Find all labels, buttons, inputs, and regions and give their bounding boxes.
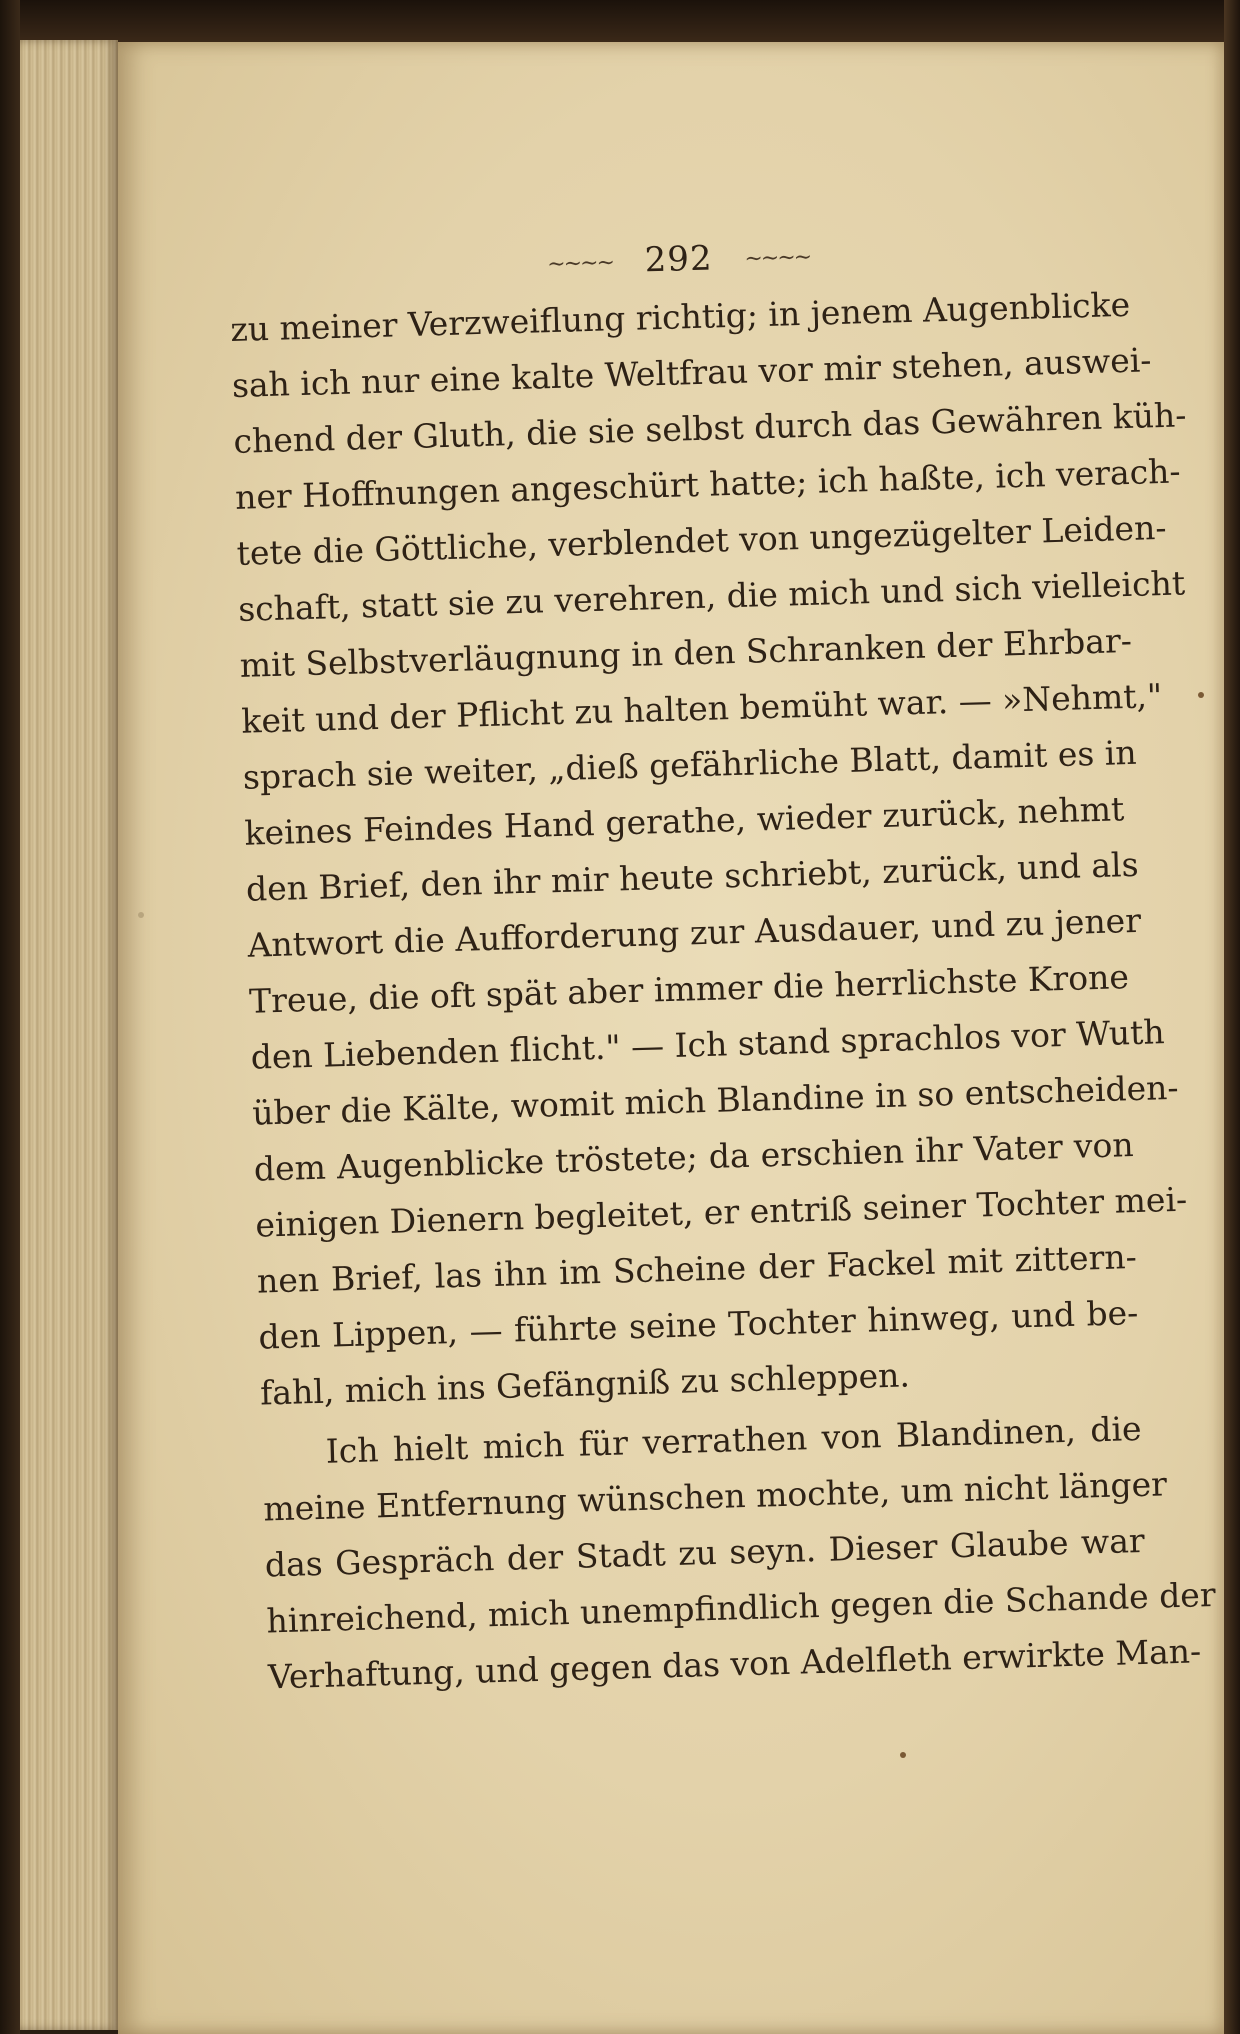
text-line: sprach sie weiter, „dieß gefährliche Blatt, damit es in	[242, 732, 1138, 797]
text-line: den Brief, den ihr mir heute schriebt, zurück, und als	[245, 844, 1140, 909]
paper-speck	[138, 912, 144, 918]
text-line: hinreichend, mich unempfindlich gegen die Schande der	[265, 1574, 1217, 1641]
header-ornament-left: ~~~~	[546, 250, 614, 278]
text-line: chend der Gluth, die sie selbst durch das Gewähren küh-	[233, 395, 1187, 461]
text-line: Treue, die oft spät aber immer die herrlichste Krone	[248, 957, 1130, 1021]
text-line: keines Feindes Hand gerathe, wieder zurück, nehmt	[243, 789, 1125, 853]
text-line: schaft, statt sie zu verehren, die mich und sich vielleicht	[237, 563, 1186, 629]
text-line: Verhaftung, und gegen das von Adelfleth erwirkte Man-	[267, 1631, 1202, 1697]
book-top-shadow	[0, 0, 1240, 42]
text-line: meine Entfernung wünschen mochte, um nicht länger	[262, 1464, 1168, 1529]
text-line: einigen Dienern begleitet, er entriß seiner Tochter mei-	[254, 1179, 1188, 1245]
paper-speck	[1198, 692, 1204, 698]
text-line: Ich hielt mich für verrathen von Blandinen, die	[325, 1408, 1143, 1471]
header-ornament-right: ~~~~	[744, 244, 811, 272]
book-page	[118, 42, 1224, 2034]
text-line: mit Selbstverläugnung in den Schranken der Ehrbar-	[239, 620, 1133, 685]
page-number: 292	[644, 238, 714, 281]
text-line: tete die Göttliche, verblendet von ungezügelter Leiden-	[236, 507, 1167, 573]
text-line: das Gespräch der Stadt zu seyn. Dieser Glaube war	[264, 1520, 1146, 1585]
text-line: sah ich nur eine kalte Weltfrau vor mir stehen, auswei-	[231, 340, 1152, 405]
text-line: zu meiner Verzweiflung richtig; in jenem Augenblicke	[229, 284, 1131, 349]
paragraph-1	[229, 277, 1188, 1421]
book-binding	[0, 0, 20, 2034]
paragraph-2	[261, 1401, 1217, 1705]
text-line: dem Augenblicke tröstete; da erschien ihr Vater von	[253, 1125, 1135, 1189]
page-text-block	[228, 217, 1217, 1705]
text-line: fahl, mich ins Gefängniß zu schleppen.	[259, 1355, 911, 1413]
paper-speck	[900, 1752, 906, 1758]
text-line: nen Brief, las ihn im Scheine der Fackel mit zittern-	[256, 1237, 1138, 1301]
text-line: den Lippen, — führte seine Tochter hinweg, und be-	[258, 1293, 1139, 1357]
text-line: Antwort die Aufforderung zur Ausdauer, und zu jener	[247, 900, 1142, 965]
text-line: über die Kälte, womit mich Blandine in so entscheiden-	[251, 1067, 1179, 1133]
book-right-edge	[1224, 0, 1240, 2034]
text-line: ner Hoffnungen angeschürt hatte; ich haßte, ich verach-	[234, 451, 1182, 517]
text-line: keit und der Pflicht zu halten bemüht war. — »Nehmt,"	[240, 676, 1163, 741]
text-line: den Liebenden flicht." — Ich stand sprachlos vor Wuth	[250, 1012, 1166, 1077]
